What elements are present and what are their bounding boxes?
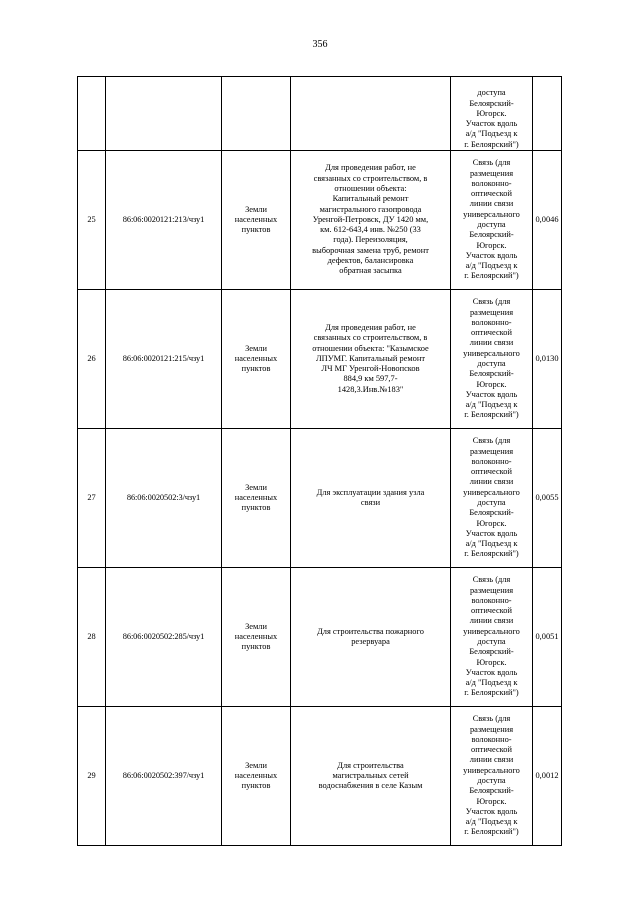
purpose-line: волоконно- — [471, 317, 512, 327]
category-line: Земли — [245, 204, 267, 214]
cell-area: 0,0046 — [533, 151, 562, 290]
purpose-line: Связь (для — [472, 714, 511, 724]
category-line: населенных — [234, 770, 278, 780]
use-line: ЛЧ МГ Уренгой-Новопсков — [321, 364, 420, 374]
purpose-line: а/д "Подъезд к — [465, 129, 518, 139]
use-line: км. 612-643,4 инв. №250 (33 — [320, 225, 421, 235]
purpose-line: универсального — [463, 209, 520, 219]
table-row — [78, 151, 562, 290]
cell-purpose — [451, 151, 533, 290]
cell-use — [291, 707, 451, 846]
purpose-line: доступа — [477, 637, 506, 646]
use-line: Капитальный ремонт — [332, 194, 409, 204]
purpose-line: волоконно- — [471, 734, 512, 744]
page-number: 356 — [312, 39, 328, 50]
category-line: пунктов — [241, 781, 271, 791]
cell-area: 0,0051 — [533, 568, 562, 707]
purpose-line: Связь (для — [472, 297, 511, 307]
land-registry-table — [77, 76, 562, 846]
table-row — [78, 290, 562, 429]
cell-number: 29 — [78, 707, 106, 846]
purpose-line: доступа — [477, 220, 506, 229]
purpose-line: размещения — [469, 168, 514, 178]
use-line: связи — [360, 498, 381, 507]
purpose-line: Югорск. — [476, 379, 507, 389]
purpose-line: доступа — [477, 498, 506, 507]
use-line: магистрального газопровода — [319, 204, 422, 214]
purpose-line: г. Белоярский") — [464, 827, 519, 837]
purpose-line: Белоярский- — [469, 647, 514, 657]
use-line: 884,9 км 597,7- — [343, 374, 398, 384]
use-line: Для строительства — [337, 760, 404, 770]
table-row — [78, 429, 562, 568]
cell-category — [222, 290, 291, 429]
purpose-line: г. Белоярский") — [464, 271, 519, 281]
purpose-line: г. Белоярский") — [464, 549, 519, 559]
purpose-line: Белоярский- — [469, 230, 514, 240]
category-line: населенных — [234, 492, 278, 502]
cell-category — [222, 429, 291, 568]
purpose-line: Связь (для — [472, 575, 511, 585]
cell-cadastral: 86:06:0020502:397/чзу1 — [106, 707, 222, 846]
cell-cadastral: 86:06:0020502:3/чзу1 — [106, 429, 222, 568]
purpose-line: Участок вдоль — [465, 528, 518, 538]
purpose-line: Белоярский- — [469, 508, 514, 518]
cell-area — [533, 77, 562, 151]
use-line: 1428,3.Инв.№183" — [337, 384, 404, 394]
category-line: населенных — [234, 631, 278, 641]
cell-cadastral: 86:06:0020121:215/чзу1 — [106, 290, 222, 429]
purpose-line: универсального — [463, 348, 520, 358]
purpose-line: а/д "Подъезд к — [465, 817, 518, 827]
cell-category — [222, 707, 291, 846]
purpose-line: а/д "Подъезд к — [465, 539, 518, 549]
table-row-continuation — [78, 77, 562, 151]
cell-use — [291, 568, 451, 707]
cell-category — [222, 151, 291, 290]
use-line: отношении объекта: "Казымское — [312, 343, 429, 353]
purpose-line: Участок вдоль — [465, 119, 518, 129]
use-line: магистральных сетей — [332, 770, 409, 780]
cell-area: 0,0012 — [533, 707, 562, 846]
purpose-line: Участок вдоль — [465, 667, 518, 677]
cell-purpose — [451, 707, 533, 846]
purpose-line: линии связи — [469, 338, 514, 348]
purpose-line: Связь (для — [472, 158, 511, 168]
purpose-line: г. Белоярский") — [464, 688, 519, 698]
category-line: пунктов — [241, 225, 271, 235]
purpose-line: волоконно- — [471, 456, 512, 466]
use-line: Уренгой-Петровск, ДУ 1420 мм, — [312, 214, 429, 224]
cell-use — [291, 77, 451, 151]
purpose-line: Югорск. — [476, 108, 507, 118]
purpose-line: а/д "Подъезд к — [465, 261, 518, 271]
purpose-line: оптической — [471, 328, 512, 338]
cell-cadastral: 86:06:0020121:213/чзу1 — [106, 151, 222, 290]
use-line: Для проведения работ, не — [325, 322, 416, 332]
table-row — [78, 568, 562, 707]
use-line: резервуара — [351, 637, 390, 646]
purpose-line: оптической — [471, 606, 512, 616]
use-line: дефектов, балансировка — [327, 256, 414, 266]
category-line: Земли — [245, 482, 267, 492]
cell-number: 26 — [78, 290, 106, 429]
purpose-line: Белоярский- — [469, 98, 514, 108]
purpose-line: размещения — [469, 307, 514, 317]
purpose-line: Участок вдоль — [465, 250, 518, 260]
cell-cadastral: 86:06:0020502:285/чзу1 — [106, 568, 222, 707]
category-line: населенных — [234, 214, 278, 224]
purpose-line: доступа — [477, 359, 506, 368]
category-line: Земли — [245, 343, 267, 353]
purpose-line: оптической — [471, 745, 512, 755]
table-row — [78, 707, 562, 846]
cell-purpose — [451, 77, 533, 151]
purpose-line: Связь (для — [472, 436, 511, 446]
use-line: отношении объекта: — [334, 183, 407, 193]
cell-purpose — [451, 429, 533, 568]
cell-category — [222, 77, 291, 151]
use-line: Для эксплуатации здания узла — [316, 487, 425, 497]
category-line: Земли — [245, 621, 267, 631]
cell-use — [291, 151, 451, 290]
purpose-line: а/д "Подъезд к — [465, 400, 518, 410]
purpose-line: универсального — [463, 487, 520, 497]
purpose-line: линии связи — [469, 199, 514, 209]
cell-use — [291, 429, 451, 568]
purpose-line: доступа — [477, 88, 506, 98]
purpose-line: волоконно- — [471, 178, 512, 188]
cell-number — [78, 77, 106, 151]
category-line: населенных — [234, 353, 278, 363]
category-line: Земли — [245, 760, 267, 770]
cell-purpose — [451, 290, 533, 429]
purpose-line: универсального — [463, 626, 520, 636]
cell-number: 28 — [78, 568, 106, 707]
use-line: обратная засыпка — [339, 266, 402, 276]
purpose-line: универсального — [463, 765, 520, 775]
use-line: водоснабжения в селе Казым — [318, 781, 423, 791]
purpose-line: размещения — [469, 724, 514, 734]
purpose-line: размещения — [469, 446, 514, 456]
purpose-line: линии связи — [469, 616, 514, 626]
cell-use — [291, 290, 451, 429]
cell-cadastral — [106, 77, 222, 151]
purpose-line: Участок вдоль — [465, 389, 518, 399]
use-line: выборочная замена труб, ремонт — [312, 245, 429, 255]
purpose-line: оптической — [471, 189, 512, 199]
purpose-line: доступа — [477, 776, 506, 785]
cell-category — [222, 568, 291, 707]
use-line: связанных со строительством, в — [313, 173, 428, 183]
purpose-line: линии связи — [469, 755, 514, 765]
cell-number: 27 — [78, 429, 106, 568]
purpose-line: Белоярский- — [469, 786, 514, 796]
use-line: связанных со строительством, в — [313, 333, 428, 343]
purpose-line: волоконно- — [471, 595, 512, 605]
purpose-line: Югорск. — [476, 796, 507, 806]
purpose-line: Югорск. — [476, 657, 507, 667]
cell-area: 0,0130 — [533, 290, 562, 429]
use-line: ЛПУМГ. Капитальный ремонт — [315, 353, 425, 363]
category-line: пунктов — [241, 642, 271, 652]
purpose-line: Югорск. — [476, 240, 507, 250]
use-line: Для строительства пожарного — [317, 626, 424, 636]
purpose-line: размещения — [469, 585, 514, 595]
category-line: пунктов — [241, 503, 271, 513]
purpose-line: Белоярский- — [469, 369, 514, 379]
cell-purpose — [451, 568, 533, 707]
use-line: года). Переизоляция, — [333, 235, 408, 245]
purpose-line: линии связи — [469, 477, 514, 487]
purpose-line: оптической — [471, 467, 512, 477]
use-line: Для проведения работ, не — [325, 163, 416, 173]
category-line: пунктов — [241, 364, 271, 374]
purpose-line: г. Белоярский") — [464, 139, 519, 149]
purpose-line: Югорск. — [476, 518, 507, 528]
cell-area: 0,0055 — [533, 429, 562, 568]
cell-number: 25 — [78, 151, 106, 290]
purpose-line: а/д "Подъезд к — [465, 678, 518, 688]
table-body — [78, 77, 562, 846]
purpose-line: г. Белоярский") — [464, 410, 519, 420]
purpose-line: Участок вдоль — [465, 806, 518, 816]
